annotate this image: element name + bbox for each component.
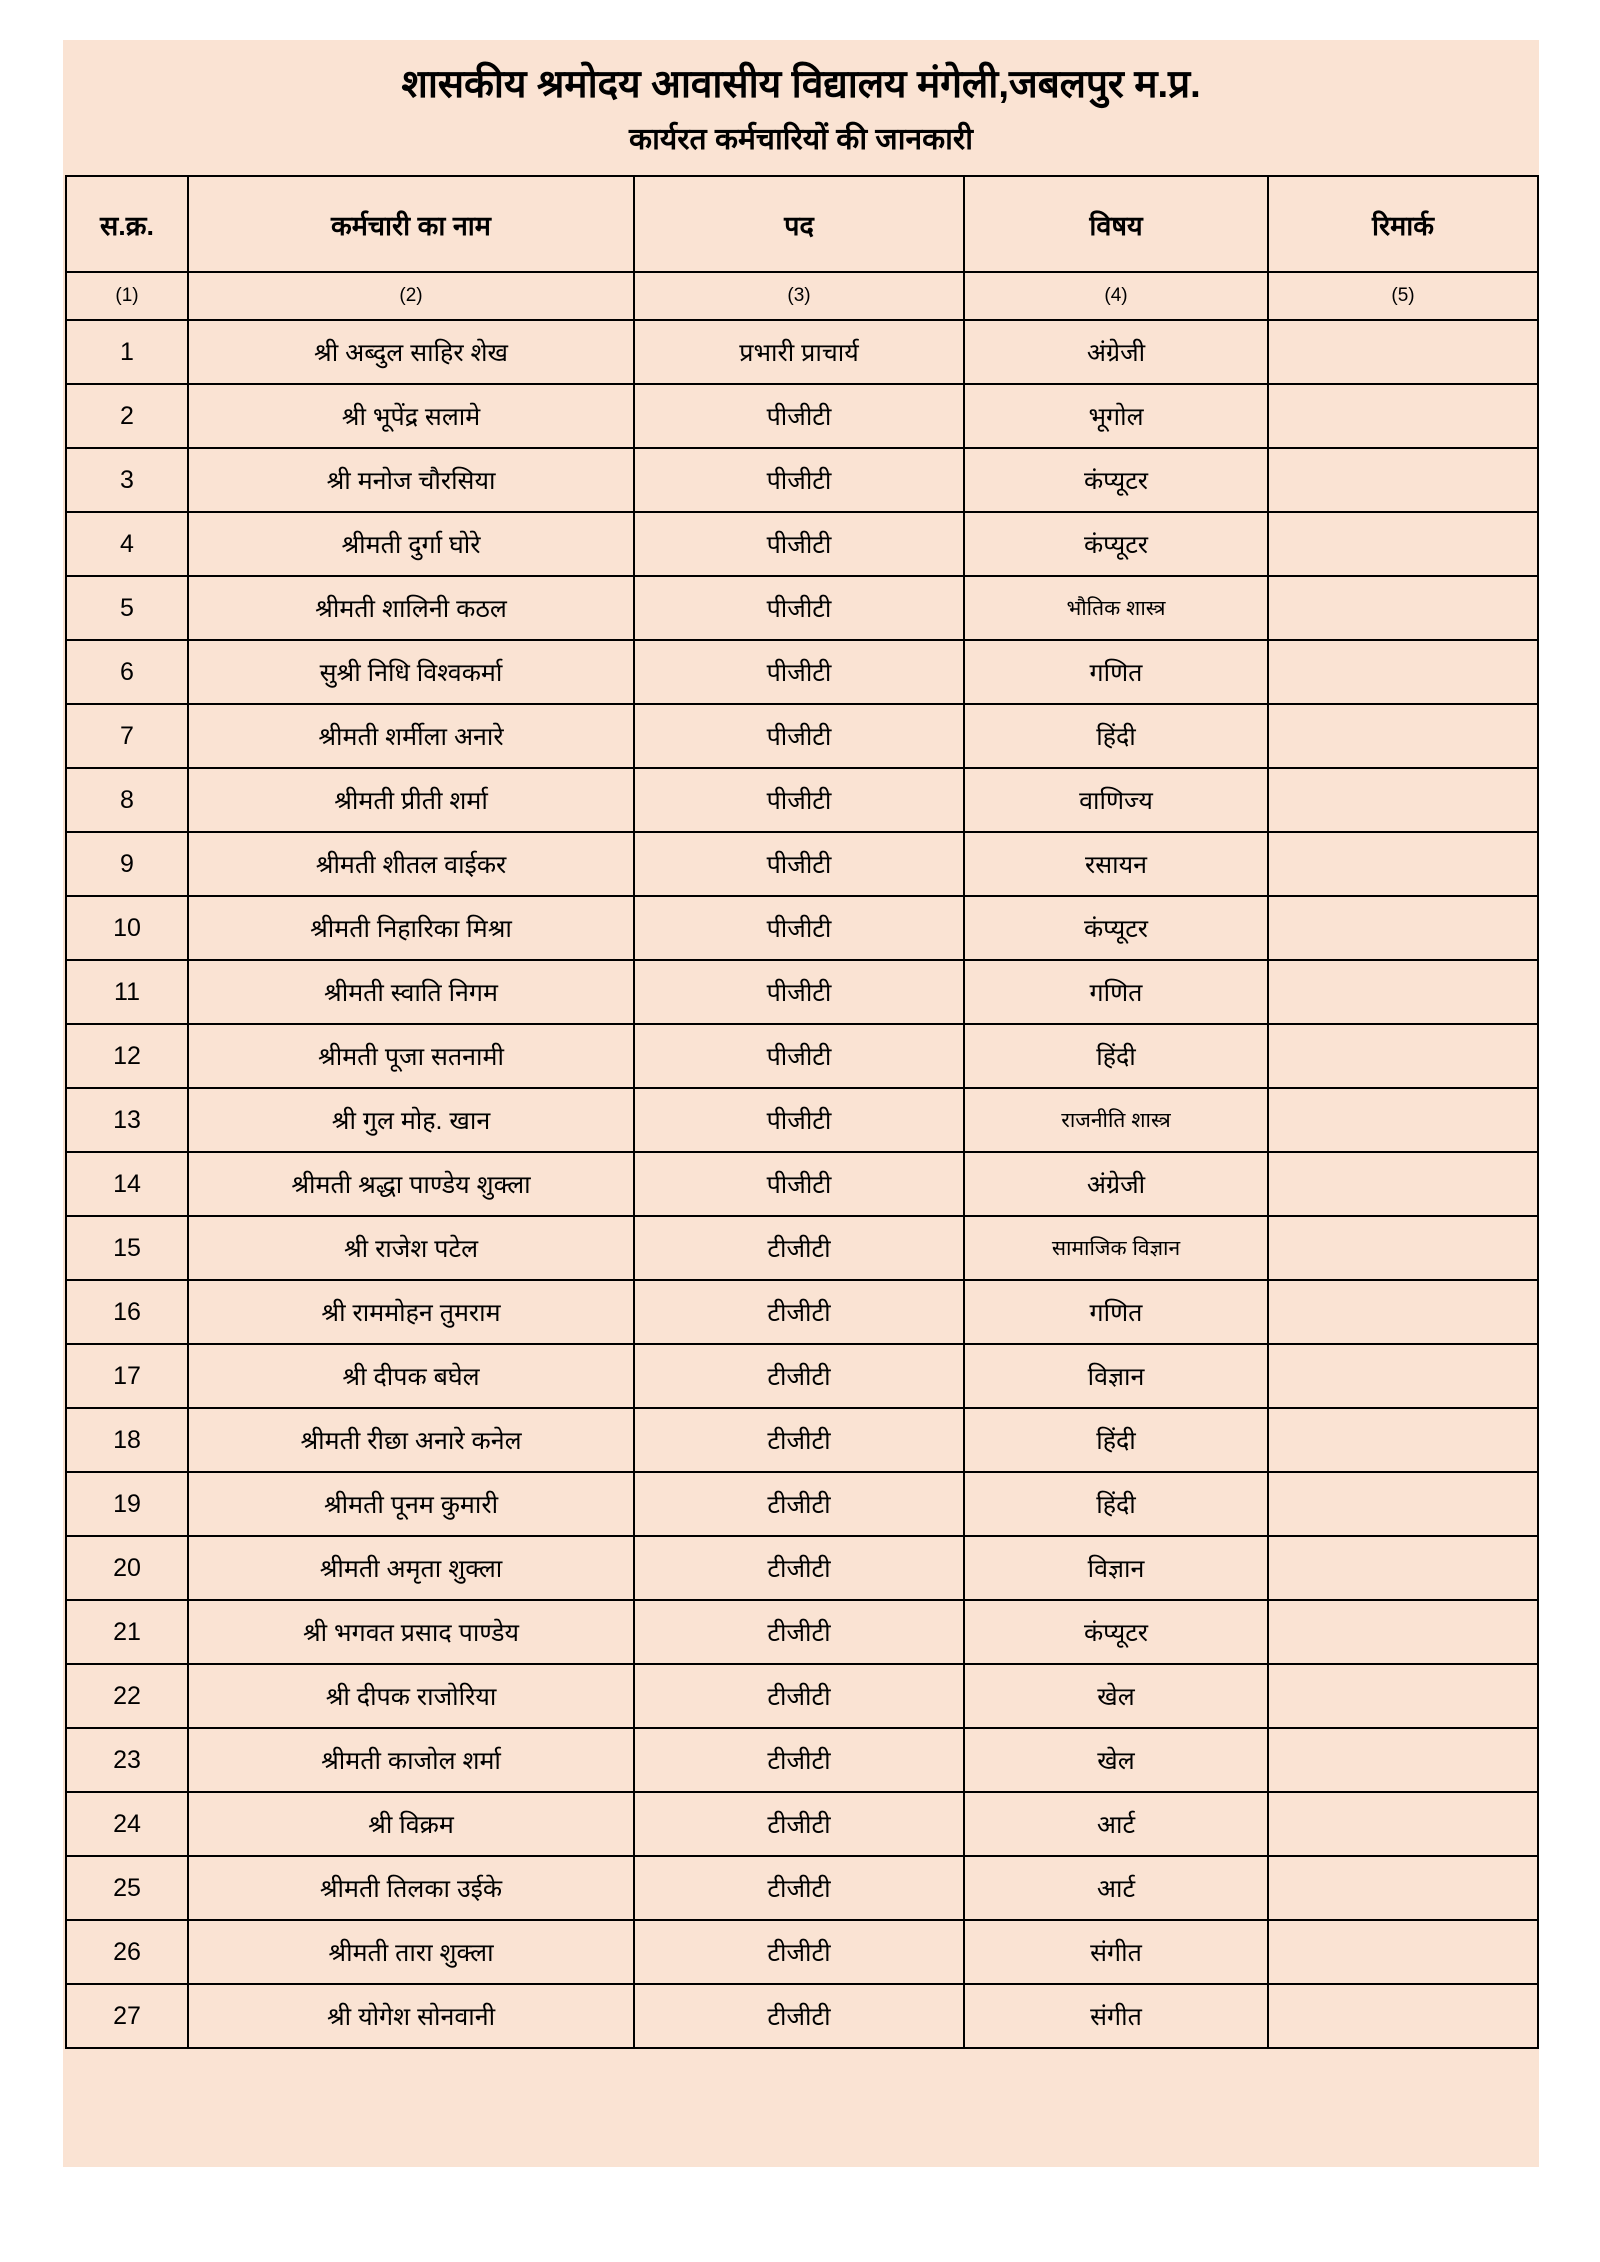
staff-table-container (63, 175, 1539, 2049)
cell-serial: 16 (66, 1280, 188, 1344)
cell-name: श्रीमती पूनम कुमारी (188, 1472, 634, 1536)
cell-serial: 21 (66, 1600, 188, 1664)
cell-post: पीजीटी (634, 1088, 964, 1152)
cell-post: टीजीटी (634, 1216, 964, 1280)
cell-subject: कंप्यूटर (964, 512, 1268, 576)
cell-remark (1268, 704, 1538, 768)
table-row (66, 1664, 1538, 1728)
table-row (66, 1536, 1538, 1600)
cell-name: श्रीमती निहारिका मिश्रा (188, 896, 634, 960)
cell-remark (1268, 320, 1538, 384)
column-header-serial: स.क्र. (66, 176, 188, 272)
column-header-remark: रिमार्क (1268, 176, 1538, 272)
cell-remark (1268, 896, 1538, 960)
cell-post: पीजीटी (634, 640, 964, 704)
cell-subject: रसायन (964, 832, 1268, 896)
table-row (66, 1408, 1538, 1472)
cell-post: प्रभारी प्राचार्य (634, 320, 964, 384)
table-row (66, 1024, 1538, 1088)
cell-subject: संगीत (964, 1920, 1268, 1984)
cell-post: पीजीटी (634, 960, 964, 1024)
cell-post: पीजीटी (634, 1024, 964, 1088)
cell-remark (1268, 512, 1538, 576)
cell-serial: 23 (66, 1728, 188, 1792)
cell-post: पीजीटी (634, 768, 964, 832)
table-row (66, 448, 1538, 512)
cell-subject: राजनीति शास्त्र (964, 1088, 1268, 1152)
cell-post: पीजीटी (634, 1152, 964, 1216)
cell-serial: 5 (66, 576, 188, 640)
cell-post: पीजीटी (634, 448, 964, 512)
cell-serial: 14 (66, 1152, 188, 1216)
cell-post: टीजीटी (634, 1664, 964, 1728)
cell-name: श्रीमती शर्मीला अनारे (188, 704, 634, 768)
table-row (66, 320, 1538, 384)
cell-subject: गणित (964, 1280, 1268, 1344)
cell-post: टीजीटी (634, 1920, 964, 1984)
cell-serial: 7 (66, 704, 188, 768)
cell-post: टीजीटी (634, 1792, 964, 1856)
cell-name: श्री योगेश सोनवानी (188, 1984, 634, 2048)
cell-subject: आर्ट (964, 1856, 1268, 1920)
table-row (66, 576, 1538, 640)
table-row (66, 1792, 1538, 1856)
table-row (66, 896, 1538, 960)
column-header-post: पद (634, 176, 964, 272)
table-row (66, 768, 1538, 832)
cell-subject: वाणिज्य (964, 768, 1268, 832)
column-header-name: कर्मचारी का नाम (188, 176, 634, 272)
table-row (66, 960, 1538, 1024)
cell-name: श्री मनोज चौरसिया (188, 448, 634, 512)
cell-serial: 3 (66, 448, 188, 512)
cell-subject: कंप्यूटर (964, 448, 1268, 512)
cell-name: श्रीमती स्वाति निगम (188, 960, 634, 1024)
cell-serial: 19 (66, 1472, 188, 1536)
cell-remark (1268, 960, 1538, 1024)
cell-serial: 2 (66, 384, 188, 448)
cell-name: श्रीमती पूजा सतनामी (188, 1024, 634, 1088)
table-row (66, 832, 1538, 896)
cell-name: सुश्री निधि विश्वकर्मा (188, 640, 634, 704)
cell-name: श्री दीपक राजोरिया (188, 1664, 634, 1728)
cell-subject: खेल (964, 1664, 1268, 1728)
cell-remark (1268, 1216, 1538, 1280)
column-number-4: (4) (964, 272, 1268, 320)
cell-name: श्री भूपेंद्र सलामे (188, 384, 634, 448)
table-row (66, 512, 1538, 576)
cell-remark (1268, 1856, 1538, 1920)
column-number-5: (5) (1268, 272, 1538, 320)
cell-remark (1268, 576, 1538, 640)
cell-remark (1268, 1472, 1538, 1536)
cell-post: पीजीटी (634, 832, 964, 896)
cell-name: श्रीमती रीछा अनारे कनेल (188, 1408, 634, 1472)
cell-remark (1268, 384, 1538, 448)
document-sheet (63, 40, 1539, 2167)
table-header-row (66, 176, 1538, 272)
cell-name: श्री अब्दुल साहिर शेख (188, 320, 634, 384)
cell-serial: 18 (66, 1408, 188, 1472)
cell-name: श्री भगवत प्रसाद पाण्डेय (188, 1600, 634, 1664)
cell-remark (1268, 1024, 1538, 1088)
cell-serial: 15 (66, 1216, 188, 1280)
cell-remark (1268, 1664, 1538, 1728)
cell-post: टीजीटी (634, 1984, 964, 2048)
cell-serial: 1 (66, 320, 188, 384)
cell-remark (1268, 1344, 1538, 1408)
cell-subject: हिंदी (964, 1408, 1268, 1472)
table-row (66, 1280, 1538, 1344)
cell-subject: खेल (964, 1728, 1268, 1792)
cell-serial: 9 (66, 832, 188, 896)
cell-remark (1268, 1600, 1538, 1664)
cell-post: टीजीटी (634, 1280, 964, 1344)
cell-subject: सामाजिक विज्ञान (964, 1216, 1268, 1280)
staff-table (65, 175, 1539, 2049)
cell-post: टीजीटी (634, 1728, 964, 1792)
column-number-3: (3) (634, 272, 964, 320)
cell-subject: कंप्यूटर (964, 896, 1268, 960)
table-row (66, 1472, 1538, 1536)
cell-remark (1268, 1920, 1538, 1984)
cell-name: श्री गुल मोह. खान (188, 1088, 634, 1152)
column-number-2: (2) (188, 272, 634, 320)
column-header-subject: विषय (964, 176, 1268, 272)
table-row (66, 1856, 1538, 1920)
cell-remark (1268, 1984, 1538, 2048)
cell-subject: आर्ट (964, 1792, 1268, 1856)
cell-serial: 26 (66, 1920, 188, 1984)
cell-post: टीजीटी (634, 1472, 964, 1536)
cell-subject: गणित (964, 960, 1268, 1024)
cell-name: श्री दीपक बघेल (188, 1344, 634, 1408)
table-row (66, 1920, 1538, 1984)
cell-serial: 12 (66, 1024, 188, 1088)
cell-serial: 24 (66, 1792, 188, 1856)
cell-subject: संगीत (964, 1984, 1268, 2048)
cell-subject: हिंदी (964, 1024, 1268, 1088)
cell-name: श्रीमती शीतल वाईकर (188, 832, 634, 896)
cell-name: श्रीमती दुर्गा घोरे (188, 512, 634, 576)
cell-post: टीजीटी (634, 1408, 964, 1472)
cell-name: श्री विक्रम (188, 1792, 634, 1856)
cell-name: श्री राजेश पटेल (188, 1216, 634, 1280)
cell-remark (1268, 448, 1538, 512)
cell-serial: 27 (66, 1984, 188, 2048)
cell-serial: 22 (66, 1664, 188, 1728)
cell-name: श्रीमती प्रीती शर्मा (188, 768, 634, 832)
cell-remark (1268, 1088, 1538, 1152)
column-number-row (66, 272, 1538, 320)
table-row (66, 640, 1538, 704)
cell-serial: 17 (66, 1344, 188, 1408)
table-row (66, 384, 1538, 448)
cell-subject: गणित (964, 640, 1268, 704)
cell-subject: भूगोल (964, 384, 1268, 448)
cell-post: टीजीटी (634, 1344, 964, 1408)
cell-name: श्रीमती श्रद्धा पाण्डेय शुक्ला (188, 1152, 634, 1216)
cell-remark (1268, 768, 1538, 832)
cell-name: श्रीमती काजोल शर्मा (188, 1728, 634, 1792)
cell-subject: हिंदी (964, 704, 1268, 768)
table-row (66, 1216, 1538, 1280)
cell-remark (1268, 1728, 1538, 1792)
cell-post: पीजीटी (634, 576, 964, 640)
cell-serial: 8 (66, 768, 188, 832)
cell-post: पीजीटी (634, 512, 964, 576)
cell-name: श्रीमती तिलका उईके (188, 1856, 634, 1920)
cell-post: पीजीटी (634, 896, 964, 960)
cell-name: श्रीमती तारा शुक्ला (188, 1920, 634, 1984)
cell-subject: विज्ञान (964, 1344, 1268, 1408)
page-title: शासकीय श्रमोदय आवासीय विद्यालय मंगेली,जबलपुर म.प्र. (401, 63, 1201, 106)
cell-remark (1268, 832, 1538, 896)
cell-serial: 11 (66, 960, 188, 1024)
cell-name: श्री राममोहन तुमराम (188, 1280, 634, 1344)
table-row (66, 1088, 1538, 1152)
cell-serial: 6 (66, 640, 188, 704)
cell-remark (1268, 1408, 1538, 1472)
cell-subject: अंग्रेजी (964, 1152, 1268, 1216)
cell-serial: 13 (66, 1088, 188, 1152)
cell-remark (1268, 1152, 1538, 1216)
cell-post: पीजीटी (634, 384, 964, 448)
table-row (66, 1344, 1538, 1408)
table-row (66, 704, 1538, 768)
cell-remark (1268, 1280, 1538, 1344)
cell-remark (1268, 1792, 1538, 1856)
cell-remark (1268, 640, 1538, 704)
cell-subject: हिंदी (964, 1472, 1268, 1536)
cell-subject: भौतिक शास्त्र (964, 576, 1268, 640)
table-row (66, 1728, 1538, 1792)
page-subtitle: कार्यरत कर्मचारियों की जानकारी (629, 123, 973, 157)
cell-subject: कंप्यूटर (964, 1600, 1268, 1664)
cell-serial: 20 (66, 1536, 188, 1600)
cell-subject: अंग्रेजी (964, 320, 1268, 384)
cell-post: पीजीटी (634, 704, 964, 768)
column-number-1: (1) (66, 272, 188, 320)
table-header (66, 176, 1538, 272)
table-row (66, 1600, 1538, 1664)
cell-post: टीजीटी (634, 1856, 964, 1920)
cell-subject: विज्ञान (964, 1536, 1268, 1600)
cell-remark (1268, 1536, 1538, 1600)
cell-post: टीजीटी (634, 1536, 964, 1600)
cell-serial: 4 (66, 512, 188, 576)
cell-post: टीजीटी (634, 1600, 964, 1664)
table-row (66, 1152, 1538, 1216)
cell-serial: 25 (66, 1856, 188, 1920)
table-row (66, 1984, 1538, 2048)
table-body (66, 272, 1538, 2048)
cell-name: श्रीमती अमृता शुक्ला (188, 1536, 634, 1600)
cell-name: श्रीमती शालिनी कठल (188, 576, 634, 640)
cell-serial: 10 (66, 896, 188, 960)
